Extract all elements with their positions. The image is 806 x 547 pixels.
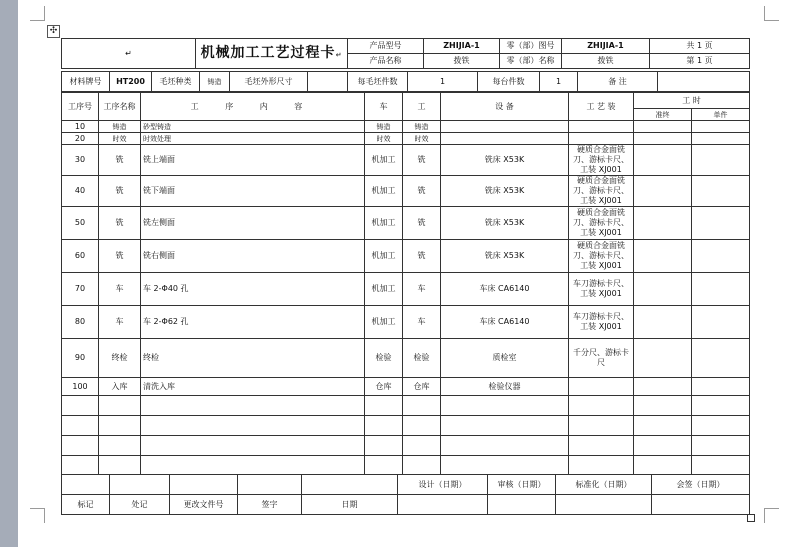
- op-section: 铣: [403, 240, 441, 273]
- op-section: 仓库: [403, 378, 441, 396]
- empty-cell: [99, 416, 141, 436]
- empty-cell: [99, 436, 141, 456]
- op-time-prep: [634, 306, 692, 339]
- op-no: 80: [62, 306, 99, 339]
- footer-mark: 标记: [62, 495, 110, 515]
- op-workshop: 机加工: [365, 176, 403, 207]
- op-workshop: 机加工: [365, 306, 403, 339]
- empty-cell: [62, 396, 99, 416]
- op-workshop: 机加工: [365, 145, 403, 176]
- col-header-tooling: 工 艺 装: [569, 93, 634, 121]
- op-tooling: 硬质合金面铣刀、游标卡尺、工装 XJ001: [569, 207, 634, 240]
- table-row: [62, 273, 750, 306]
- op-section: 车: [403, 273, 441, 306]
- op-time-unit: [692, 133, 750, 145]
- op-time-unit: [692, 339, 750, 378]
- op-name: 终检: [99, 339, 141, 378]
- empty-cell: [403, 436, 441, 456]
- op-time-prep: [634, 145, 692, 176]
- product-model-value: ZHIJIA-1: [424, 39, 500, 54]
- op-equipment: 检验仪器: [441, 378, 569, 396]
- title-text: 机械加工工艺过程卡: [200, 44, 336, 61]
- op-content: 车 2-Φ62 孔: [141, 306, 365, 339]
- op-equipment: 铣床 X53K: [441, 207, 569, 240]
- op-time-unit: [692, 121, 750, 133]
- empty-cell: [99, 396, 141, 416]
- op-time-prep: [634, 378, 692, 396]
- op-workshop: 机加工: [365, 207, 403, 240]
- op-no: 90: [62, 339, 99, 378]
- op-content: 砂型铸造: [141, 121, 365, 133]
- part-no-label: 零（部）图号: [500, 39, 562, 54]
- op-name: 铣: [99, 207, 141, 240]
- op-equipment: 铣床 X53K: [441, 240, 569, 273]
- op-workshop: 铸造: [365, 121, 403, 133]
- op-no: 20: [62, 133, 99, 145]
- footer-table: [61, 474, 750, 515]
- remark-label: 备 注: [578, 72, 658, 92]
- op-time-prep: [634, 240, 692, 273]
- footer-location: 处记: [110, 495, 170, 515]
- op-tooling: 硬质合金面铣刀、游标卡尺、工装 XJ001: [569, 240, 634, 273]
- op-no: 30: [62, 145, 99, 176]
- op-tooling: 硬质合金面铣刀、游标卡尺、工装 XJ001: [569, 176, 634, 207]
- material-table: [61, 71, 750, 92]
- op-time-unit: [692, 207, 750, 240]
- op-section: 时效: [403, 133, 441, 145]
- op-content: 清洗入库: [141, 378, 365, 396]
- op-time-unit: [692, 273, 750, 306]
- per-unit-value: 1: [540, 72, 578, 92]
- remark-value: [658, 72, 750, 92]
- op-time-unit: [692, 306, 750, 339]
- op-tooling: 车刀游标卡尺、工装 XJ001: [569, 306, 634, 339]
- material-value: HT200: [110, 72, 152, 92]
- empty-cell: [365, 436, 403, 456]
- empty-cell: [569, 436, 634, 456]
- op-equipment: [441, 121, 569, 133]
- op-no: 60: [62, 240, 99, 273]
- op-no: 100: [62, 378, 99, 396]
- total-unit: 页: [704, 41, 713, 50]
- empty-cell: [365, 416, 403, 436]
- table-row: [62, 133, 750, 145]
- op-name: 入库: [99, 378, 141, 396]
- col-header-time-unit: 单件: [692, 109, 750, 121]
- op-time-prep: [634, 176, 692, 207]
- product-name-value: 拨铁: [424, 54, 500, 69]
- table-row: [62, 145, 750, 176]
- col-header-content: 工 序 内 容: [141, 93, 365, 121]
- op-equipment: 铣床 X53K: [441, 145, 569, 176]
- op-no: 10: [62, 121, 99, 133]
- part-no-value: ZHIJIA-1: [562, 39, 650, 54]
- op-tooling: 车刀游标卡尺、工装 XJ001: [569, 273, 634, 306]
- total-value: 1: [696, 41, 703, 50]
- empty-cell: [441, 396, 569, 416]
- op-section: 铣: [403, 176, 441, 207]
- table-row: [62, 339, 750, 378]
- op-name: 车: [99, 306, 141, 339]
- blank-type-value: 铸造: [200, 72, 230, 92]
- page-value: 1: [696, 56, 703, 65]
- op-name: 铣: [99, 145, 141, 176]
- op-equipment: 车床 CA6140: [441, 273, 569, 306]
- op-section: 检验: [403, 339, 441, 378]
- empty-cell: [634, 396, 692, 416]
- op-workshop: 机加工: [365, 273, 403, 306]
- footer-standard: 标准化（日期）: [556, 475, 652, 495]
- footer-change-doc: 更改文件号: [170, 495, 238, 515]
- empty-cell: [569, 396, 634, 416]
- empty-cell: [692, 436, 750, 456]
- part-name-label: 零（部）名称: [500, 54, 562, 69]
- blank-size-label: 毛坯外形尺寸: [230, 72, 308, 92]
- move-handle-icon[interactable]: ✣: [47, 25, 60, 38]
- op-workshop: 仓库: [365, 378, 403, 396]
- op-equipment: 车床 CA6140: [441, 306, 569, 339]
- corner-mark: [764, 6, 779, 21]
- footer-signature: 签字: [238, 495, 302, 515]
- op-section: 车: [403, 306, 441, 339]
- table-row-empty: [62, 416, 750, 436]
- empty-cell: [62, 436, 99, 456]
- footer-date: 日期: [302, 495, 398, 515]
- op-content: 终检: [141, 339, 365, 378]
- title-mark: ↵: [335, 50, 343, 59]
- per-blank-value: 1: [408, 72, 478, 92]
- op-equipment: [441, 133, 569, 145]
- op-content: 车 2-Φ40 孔: [141, 273, 365, 306]
- document-page: [18, 0, 806, 547]
- empty-cell: [403, 396, 441, 416]
- op-name: 车: [99, 273, 141, 306]
- col-header-section: 工: [403, 93, 441, 121]
- total-pages-cell: [650, 39, 750, 54]
- op-content: 时效处理: [141, 133, 365, 145]
- col-header-equipment: 设 备: [441, 93, 569, 121]
- empty-cell: [692, 396, 750, 416]
- page-label: 第: [686, 56, 695, 65]
- empty-cell: [141, 396, 365, 416]
- empty-cell: [569, 416, 634, 436]
- op-name: 铣: [99, 176, 141, 207]
- table-row: [62, 176, 750, 207]
- col-header-name: 工序名称: [99, 93, 141, 121]
- col-header-time: 工 时: [634, 93, 750, 109]
- op-workshop: 检验: [365, 339, 403, 378]
- material-label: 材料牌号: [62, 72, 110, 92]
- table-row: [62, 378, 750, 396]
- page-unit: 页: [704, 56, 713, 65]
- header-arrow: ↵: [62, 39, 196, 69]
- empty-cell: [365, 396, 403, 416]
- col-header-time-prep: 准终: [634, 109, 692, 121]
- op-content: 铣右侧面: [141, 240, 365, 273]
- op-section: 铣: [403, 207, 441, 240]
- table-row: [62, 240, 750, 273]
- table-row: [62, 207, 750, 240]
- product-model-label: 产品型号: [348, 39, 424, 54]
- table-row-empty: [62, 396, 750, 416]
- op-section: 铣: [403, 145, 441, 176]
- op-no: 50: [62, 207, 99, 240]
- op-name: 铸造: [99, 121, 141, 133]
- corner-mark: [764, 508, 779, 523]
- empty-cell: [692, 416, 750, 436]
- footer-design: 设计（日期）: [398, 475, 488, 495]
- op-content: 铣左侧面: [141, 207, 365, 240]
- empty-cell: [403, 416, 441, 436]
- blank-type-label: 毛坯种类: [152, 72, 200, 92]
- op-time-prep: [634, 339, 692, 378]
- footer-review: 审核（日期）: [488, 475, 556, 495]
- table-row-empty: [62, 436, 750, 456]
- part-name-value: 拨铁: [562, 54, 650, 69]
- empty-cell: [141, 416, 365, 436]
- empty-cell: [62, 416, 99, 436]
- op-content: 铣上端面: [141, 145, 365, 176]
- op-tooling: [569, 121, 634, 133]
- col-header-workshop: 车: [365, 93, 403, 121]
- table-row: [62, 306, 750, 339]
- op-section: 铸造: [403, 121, 441, 133]
- op-no: 40: [62, 176, 99, 207]
- op-time-prep: [634, 207, 692, 240]
- table-row: [62, 121, 750, 133]
- op-tooling: 硬质合金面铣刀、游标卡尺、工装 XJ001: [569, 145, 634, 176]
- op-time-prep: [634, 273, 692, 306]
- header-table: [61, 38, 750, 69]
- op-time-unit: [692, 378, 750, 396]
- op-workshop: 机加工: [365, 240, 403, 273]
- col-header-no: 工序号: [62, 93, 99, 121]
- op-tooling: 千分尺、游标卡尺: [569, 339, 634, 378]
- op-equipment: 铣床 X53K: [441, 176, 569, 207]
- op-workshop: 时效: [365, 133, 403, 145]
- op-name: 铣: [99, 240, 141, 273]
- op-content: 铣下端面: [141, 176, 365, 207]
- empty-cell: [634, 436, 692, 456]
- op-no: 70: [62, 273, 99, 306]
- per-blank-label: 每毛坯件数: [348, 72, 408, 92]
- product-name-label: 产品名称: [348, 54, 424, 69]
- empty-cell: [441, 436, 569, 456]
- op-time-unit: [692, 240, 750, 273]
- op-name: 时效: [99, 133, 141, 145]
- page-title: [196, 39, 348, 69]
- op-time-prep: [634, 121, 692, 133]
- operations-table: [61, 92, 750, 488]
- op-time-prep: [634, 133, 692, 145]
- table-resize-handle[interactable]: [747, 514, 755, 522]
- per-unit-label: 每台件数: [478, 72, 540, 92]
- corner-mark: [30, 6, 45, 21]
- empty-cell: [441, 416, 569, 436]
- op-tooling: [569, 378, 634, 396]
- op-tooling: [569, 133, 634, 145]
- page-number-cell: [650, 54, 750, 69]
- corner-mark: [30, 508, 45, 523]
- op-time-unit: [692, 145, 750, 176]
- empty-cell: [634, 416, 692, 436]
- op-time-unit: [692, 176, 750, 207]
- empty-cell: [141, 436, 365, 456]
- blank-size-value: [308, 72, 348, 92]
- op-equipment: 质检室: [441, 339, 569, 378]
- footer-sign: 会签（日期）: [652, 475, 750, 495]
- total-label: 共: [686, 41, 695, 50]
